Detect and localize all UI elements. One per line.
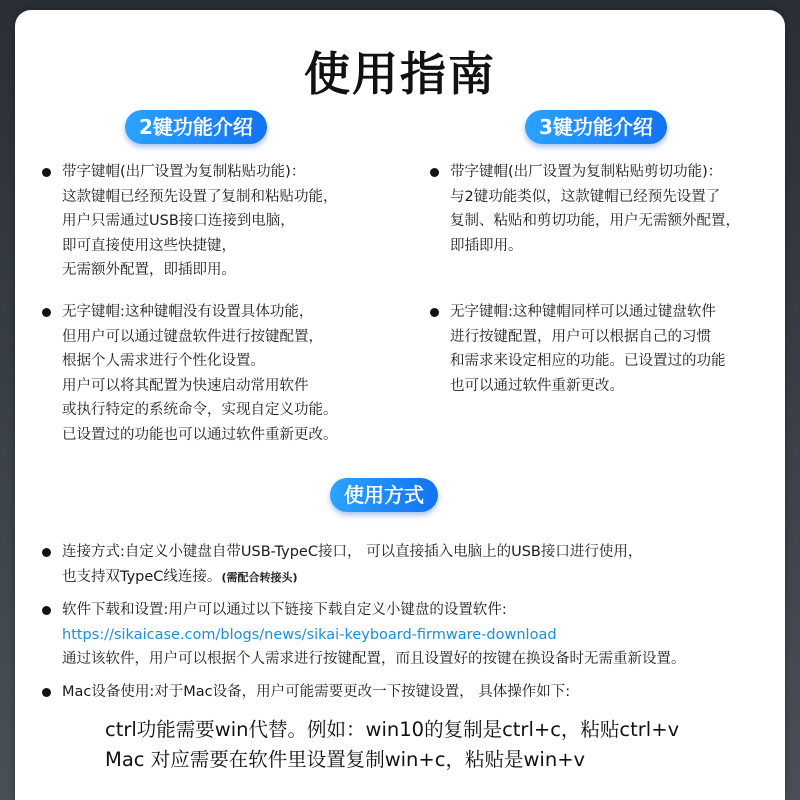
text-line: 已设置过的功能也可以通过软件重新更改。 — [62, 426, 338, 443]
text-line: 与2键功能类似，这款键帽已经预先设置了 — [450, 188, 721, 205]
adapter-note: (需配合转接头) — [221, 570, 298, 584]
bullet-dot-icon — [42, 688, 51, 697]
bullet-2key-blank — [42, 300, 338, 447]
text-line: 无字键帽:这种键帽没有设置具体功能， — [62, 304, 314, 320]
text-line: 但用户可以通过键盘软件进行按键配置， — [62, 328, 323, 345]
bullet-dot-icon — [42, 548, 51, 557]
text-line: 即插即用。 — [450, 237, 523, 254]
text-line: 无字键帽:这种键帽同样可以通过键盘软件 — [450, 304, 716, 320]
heading-3key: 3键功能介绍 — [525, 110, 667, 144]
bullet-2key-labeled — [42, 160, 338, 283]
page-title: 使用指南 — [304, 47, 496, 101]
text-line: 带字键帽(出厂设置为复制粘贴剪切功能)： — [450, 164, 723, 180]
text-line: Mac设备使用:对于Mac设备，用户可能需要更改一下按键设置， 具体操作如下: — [62, 684, 571, 700]
text-line: 和需求来设定相应的功能。已设置过的功能 — [450, 353, 726, 369]
text-line: 也可以通过软件重新更改。 — [450, 377, 624, 394]
bullet-dot-icon — [42, 308, 51, 317]
text-line: 带字键帽(出厂设置为复制粘贴功能)： — [62, 164, 306, 180]
text-line: 用户只需通过USB接口连接到电脑， — [62, 213, 295, 229]
bullet-dot-icon — [430, 308, 439, 317]
heading-usage: 使用方式 — [330, 478, 438, 512]
mac-detail-2: Mac 对应需要在软件里设置复制win+c，粘贴是win+v — [105, 748, 586, 771]
text-line: 软件下载和设置:用户可以通过以下链接下载自定义小键盘的设置软件: — [62, 602, 507, 618]
bullet-3key-blank — [430, 300, 726, 398]
text-line: 用户可以将其配置为快速启动常用软件 — [62, 377, 309, 394]
text-line-with-note — [62, 565, 642, 591]
bullet-dot-icon — [42, 606, 51, 615]
connection-line2: 也支持双TypeC线连接。 — [62, 568, 222, 585]
bullet-dot-icon — [42, 168, 51, 177]
text-line: 根据个人需求进行个性化设置。 — [62, 353, 265, 369]
text-line: 或执行特定的系统命令，实现自定义功能。 — [62, 402, 338, 418]
text-line: 这款键帽已经预先设置了复制和粘贴功能， — [62, 188, 338, 205]
bullet-connection — [42, 540, 642, 590]
text-line: 连接方式:自定义小键盘自带USB-TypeC接口， 可以直接插入电脑上的USB接口进行使用， — [62, 544, 643, 560]
text-line: 复制、粘贴和剪切功能，用户无需额外配置， — [450, 213, 740, 229]
bullet-3key-labeled — [430, 160, 740, 258]
text-line: 进行按键配置，用户可以根据自己的习惯 — [450, 328, 711, 345]
mac-detail-1: ctrl功能需要win代替。例如：win10的复制是ctrl+c，粘贴ctrl+v — [105, 718, 680, 741]
heading-2key: 2键功能介绍 — [125, 110, 267, 144]
bullet-software — [42, 598, 686, 672]
text-line: 通过该软件，用户可以根据个人需求进行按键配置，而且设置好的按键在换设备时无需重新设置。 — [62, 651, 686, 667]
bullet-dot-icon — [430, 168, 439, 177]
text-line: 即可直接使用这些快捷键， — [62, 237, 236, 254]
download-link[interactable]: https://sikaicase.com/blogs/news/sikai-keyboard-firmware-download — [62, 626, 557, 643]
guide-card — [15, 10, 785, 800]
bullet-mac — [42, 680, 570, 705]
text-line: 无需额外配置，即插即用。 — [62, 262, 236, 278]
